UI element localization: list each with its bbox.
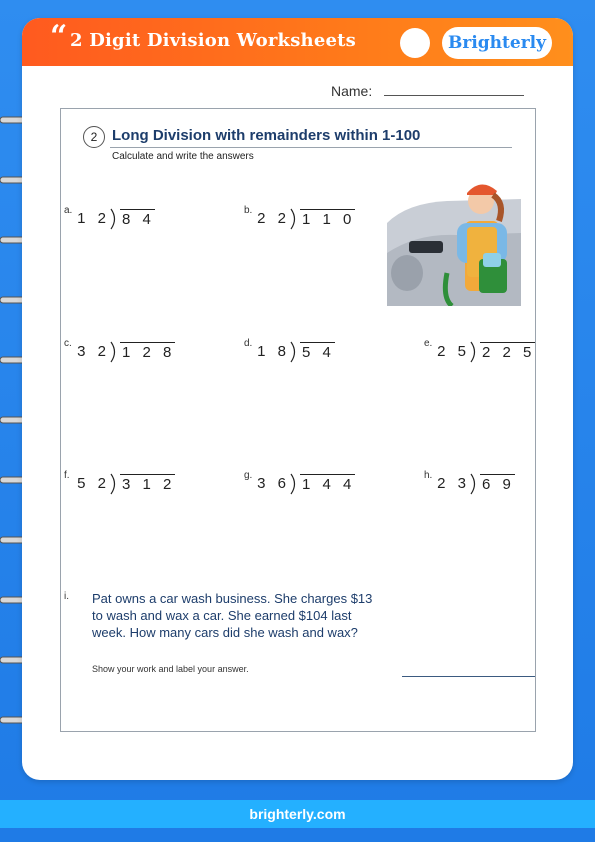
section-number: 2 <box>83 126 105 148</box>
worksheet-header <box>22 18 573 66</box>
problem-label: c. <box>64 338 72 349</box>
long-division-bracket-icon <box>110 208 120 230</box>
problem-label: d. <box>244 338 253 349</box>
worksheet-page <box>22 18 573 780</box>
section-divider <box>110 147 512 148</box>
long-division-bracket-icon <box>470 473 480 495</box>
word-problem-note: Show your work and label your answer. <box>92 664 249 674</box>
divisor: 1 8 <box>257 343 290 360</box>
problem-label: b. <box>244 205 253 216</box>
dividend: 6 9 <box>482 476 515 493</box>
header-circle-decoration <box>400 28 430 58</box>
dividend: 1 2 8 <box>122 344 176 361</box>
dividend: 2 2 5 <box>482 344 536 361</box>
problem-label: g. <box>244 470 253 481</box>
brand-logo <box>442 27 552 59</box>
divisor: 5 2 <box>77 475 110 492</box>
problem-label: e. <box>424 338 433 349</box>
quote-icon: “ <box>50 19 68 54</box>
problem-label: i. <box>64 591 69 602</box>
dividend: 3 1 2 <box>122 476 176 493</box>
divisor: 3 6 <box>257 475 290 492</box>
worksheet-title: 2 Digit Division Worksheets <box>70 30 356 51</box>
divisor: 2 2 <box>257 210 290 227</box>
answer-line[interactable] <box>402 676 535 677</box>
footer-site-link[interactable]: brighterly.com <box>249 806 346 822</box>
problem-label: f. <box>64 470 70 481</box>
section-title: Long Division with remainders within 1-100 <box>112 127 421 144</box>
problem-label: h. <box>424 470 433 481</box>
problem-label: a. <box>64 205 73 216</box>
divisor: 1 2 <box>77 210 110 227</box>
dividend: 8 4 <box>122 211 155 228</box>
name-label: Name: <box>331 83 373 99</box>
long-division-bracket-icon <box>290 208 300 230</box>
footer <box>0 800 595 828</box>
dividend: 5 4 <box>302 344 335 361</box>
divisor: 2 3 <box>437 475 470 492</box>
long-division-bracket-icon <box>290 341 300 363</box>
section-instruction: Calculate and write the answers <box>112 151 254 162</box>
divisor: 3 2 <box>77 343 110 360</box>
long-division-bracket-icon <box>290 473 300 495</box>
brand-name: Brighterly <box>448 33 546 53</box>
car-wash-girl-illustration <box>387 163 521 306</box>
word-problem-text: Pat owns a car wash business. She charges $13 to wash and wax a car. She earned $104 last week. How many cars did she wash and wax? <box>92 591 373 640</box>
car-wash-illustration-icon <box>387 163 521 306</box>
name-field[interactable] <box>384 95 524 96</box>
dividend: 1 4 4 <box>302 476 356 493</box>
divisor: 2 5 <box>437 343 470 360</box>
long-division-bracket-icon <box>110 473 120 495</box>
long-division-bracket-icon <box>470 341 480 363</box>
dividend: 1 1 0 <box>302 211 356 228</box>
long-division-bracket-icon <box>110 341 120 363</box>
